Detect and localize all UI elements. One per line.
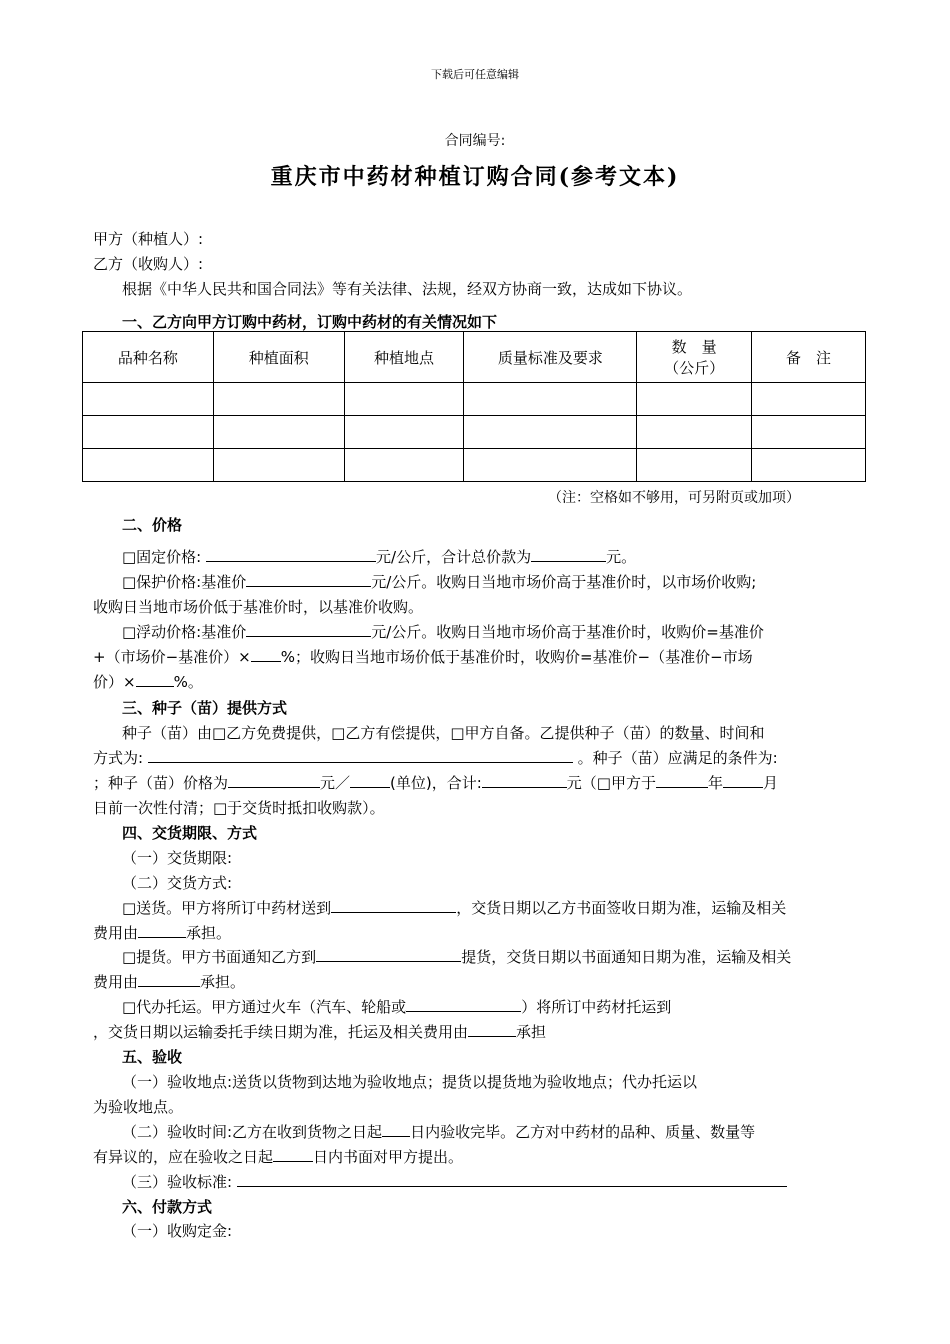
- table-note: （注：空格如不够用，可另附页或加项）: [548, 490, 800, 506]
- float-price-line-3: [93, 671, 203, 692]
- send-fee-blank[interactable]: [138, 922, 186, 938]
- float-price-line-2: [93, 646, 753, 667]
- inspect-place-line-2: 为验收地点。: [93, 1098, 184, 1116]
- seed-method-blank[interactable]: [148, 747, 573, 763]
- table-cell[interactable]: [464, 416, 637, 449]
- seed-line-2: [93, 747, 778, 768]
- pickup-line-2: [93, 971, 245, 992]
- protect-price-line-2: 收购日当地市场价低于基准价时，以基准价收购。: [93, 598, 424, 616]
- section-1-heading: 一、乙方向甲方订购中药材，订购中药材的有关情况如下: [122, 313, 498, 331]
- inspect-time-rest: 日内验收完毕。乙方对中药材的品种、质量、数量等: [410, 1123, 756, 1141]
- send-rest: ，交货日期以乙方书面签收日期为准，运输及相关: [456, 899, 787, 917]
- seed-month-blank[interactable]: [723, 772, 763, 788]
- consign-line: [122, 996, 671, 1017]
- document-title: 重庆市中药材种植订购合同(参考文本): [270, 164, 680, 190]
- table-cell[interactable]: [213, 383, 344, 416]
- inspect-time-line-2: [93, 1146, 463, 1167]
- pickup-rest: 提货，交货日期以书面通知日期为准，运输及相关: [461, 948, 792, 966]
- table-cell[interactable]: [752, 383, 866, 416]
- delivery-method: （二）交货方式:: [122, 874, 233, 892]
- inspect-time-line: [122, 1121, 755, 1142]
- contract-number-label: 合同编号:: [444, 133, 506, 149]
- float-formula-b: %；收购日当地市场价低于基准价时，收购价=基准价−（基准价−市场: [280, 648, 753, 666]
- col-area: 种植面积: [213, 332, 344, 383]
- table-cell[interactable]: [637, 416, 752, 449]
- fixed-price-line: [122, 546, 636, 567]
- table-cell[interactable]: [752, 449, 866, 482]
- float-percent-blank-2[interactable]: [136, 671, 174, 687]
- header-note: 下载后可任意编辑: [431, 68, 519, 81]
- section-4-heading: 四、交货期限、方式: [122, 824, 258, 842]
- table-cell[interactable]: [83, 449, 214, 482]
- seed-price-unit: 元／: [320, 774, 351, 792]
- seed-unit-blank[interactable]: [350, 772, 390, 788]
- fixed-price-end: 元。: [606, 548, 637, 566]
- col-remarks: 备 注: [752, 332, 866, 383]
- float-base-blank[interactable]: [246, 621, 371, 637]
- table-row: [83, 416, 866, 449]
- col-quantity: [637, 332, 752, 383]
- consign-fee-end: 承担: [516, 1023, 547, 1041]
- seed-month-label: 月: [763, 774, 779, 792]
- inspect-standard-line: [122, 1171, 787, 1192]
- inspect-standard-label: （三）验收标准:: [122, 1173, 233, 1191]
- inspect-place-line: （一）验收地点:送货以货物到达地为验收地点；提货以提货地为验收地点；代办托运以: [122, 1073, 698, 1091]
- float-percent-blank-1[interactable]: [251, 646, 281, 662]
- seed-line-3: [93, 772, 778, 793]
- table-cell[interactable]: [344, 416, 464, 449]
- seed-year-blank[interactable]: [656, 772, 708, 788]
- table-cell[interactable]: [637, 383, 752, 416]
- seed-line-4: 日前一次性付清；□于交货时抵扣收购款）。: [93, 799, 385, 817]
- party-a-line: 甲方（种植人）:: [93, 230, 204, 248]
- col-quantity-unit: （公斤）: [664, 359, 725, 377]
- seed-line-1: 种子（苗）由□乙方免费提供，□乙方有偿提供，□甲方自备。乙提供种子（苗）的数量、时间和: [122, 724, 765, 742]
- col-quantity-label: 数 量: [671, 338, 717, 356]
- fixed-price-mid: 元/公斤，合计总价款为: [376, 548, 532, 566]
- consign-rest: ）将所订中药材托运到: [521, 998, 672, 1016]
- pickup-line: [122, 946, 791, 967]
- protect-price-rest: 元/公斤。收购日当地市场价高于基准价时，以市场价收购;: [371, 573, 757, 591]
- pickup-fee-end: 承担。: [200, 973, 246, 991]
- col-location: 种植地点: [344, 332, 464, 383]
- section-6-heading: 六、付款方式: [122, 1198, 213, 1216]
- table-cell[interactable]: [637, 449, 752, 482]
- protect-base-blank[interactable]: [246, 571, 371, 587]
- pickup-place-blank[interactable]: [316, 946, 461, 962]
- seed-year-label: 年: [707, 774, 723, 792]
- seed-method-label: 方式为:: [93, 749, 144, 767]
- seed-pay-label: 元（□甲方于: [566, 774, 656, 792]
- objection-rest: 日内书面对甲方提出。: [313, 1148, 464, 1166]
- deposit-line: （一）收购定金:: [122, 1222, 233, 1240]
- table-cell[interactable]: [464, 449, 637, 482]
- send-line-2: [93, 922, 231, 943]
- table-cell[interactable]: [213, 449, 344, 482]
- col-variety: 品种名称: [83, 332, 214, 383]
- inspect-time-label: （二）验收时间:乙方在收到货物之日起: [122, 1123, 383, 1141]
- objection-days-blank[interactable]: [273, 1146, 313, 1162]
- total-price-blank[interactable]: [531, 546, 606, 562]
- pickup-label: □提货。甲方书面通知乙方到: [122, 948, 317, 966]
- section-2-heading: 二、价格: [122, 516, 183, 534]
- protect-price-line: [122, 571, 756, 592]
- seed-total-label: (单位)，合计:: [390, 774, 482, 792]
- float-price-line: [122, 621, 764, 642]
- intro-paragraph: 根据《中华人民共和国合同法》等有关法律、法规，经双方协商一致，达成如下协议。: [122, 280, 693, 298]
- seed-price-label: ；种子（苗）价格为: [93, 774, 229, 792]
- objection-label: 有异议的，应在验收之日起: [93, 1148, 274, 1166]
- table-cell[interactable]: [213, 416, 344, 449]
- col-quality: 质量标准及要求: [464, 332, 637, 383]
- protect-price-label: □保护价格:基准价: [122, 573, 247, 591]
- send-label: □送货。甲方将所订中药材送到: [122, 899, 332, 917]
- pickup-fee-blank[interactable]: [138, 971, 200, 987]
- delivery-term: （一）交货期限:: [122, 849, 233, 867]
- table-row: [83, 449, 866, 482]
- table-cell[interactable]: [83, 416, 214, 449]
- section-3-heading: 三、种子（苗）提供方式: [122, 699, 288, 717]
- consign-date-text: ，交货日期以运输委托手续日期为准，托运及相关费用由: [93, 1023, 469, 1041]
- float-formula-d: %。: [173, 673, 203, 691]
- consign-fee-blank[interactable]: [468, 1021, 516, 1037]
- table-cell[interactable]: [344, 383, 464, 416]
- table-header-row: [83, 332, 866, 383]
- table-cell[interactable]: [344, 449, 464, 482]
- float-formula-a: +（市场价−基准价）×: [93, 648, 251, 666]
- inspect-standard-blank[interactable]: [237, 1171, 787, 1187]
- consign-vehicle-blank[interactable]: [406, 996, 521, 1012]
- send-fee-end: 承担。: [186, 924, 232, 942]
- inspect-days-blank[interactable]: [382, 1121, 410, 1137]
- seed-total-blank[interactable]: [482, 772, 567, 788]
- order-table: [82, 331, 866, 482]
- seed-condition-label: 。种子（苗）应满足的条件为:: [577, 749, 778, 767]
- fixed-price-label: □固定价格:: [122, 548, 202, 566]
- float-price-rest: 元/公斤。收购日当地市场价高于基准价时，收购价=基准价: [371, 623, 764, 641]
- table-row: [83, 383, 866, 416]
- send-line: [122, 897, 786, 918]
- float-formula-c: 价）×: [93, 673, 136, 691]
- send-fee-label: 费用由: [93, 924, 139, 942]
- table-cell[interactable]: [464, 383, 637, 416]
- consign-line-2: [93, 1021, 546, 1042]
- float-price-label: □浮动价格:基准价: [122, 623, 247, 641]
- fixed-price-blank[interactable]: [206, 546, 376, 562]
- send-destination-blank[interactable]: [331, 897, 456, 913]
- pickup-fee-label: 费用由: [93, 973, 139, 991]
- party-b-line: 乙方（收购人）:: [93, 255, 204, 273]
- consign-label: □代办托运。甲方通过火车（汽车、轮船或: [122, 998, 407, 1016]
- table-cell[interactable]: [752, 416, 866, 449]
- section-5-heading: 五、验收: [122, 1048, 183, 1066]
- seed-price-blank[interactable]: [228, 772, 320, 788]
- table-cell[interactable]: [83, 383, 214, 416]
